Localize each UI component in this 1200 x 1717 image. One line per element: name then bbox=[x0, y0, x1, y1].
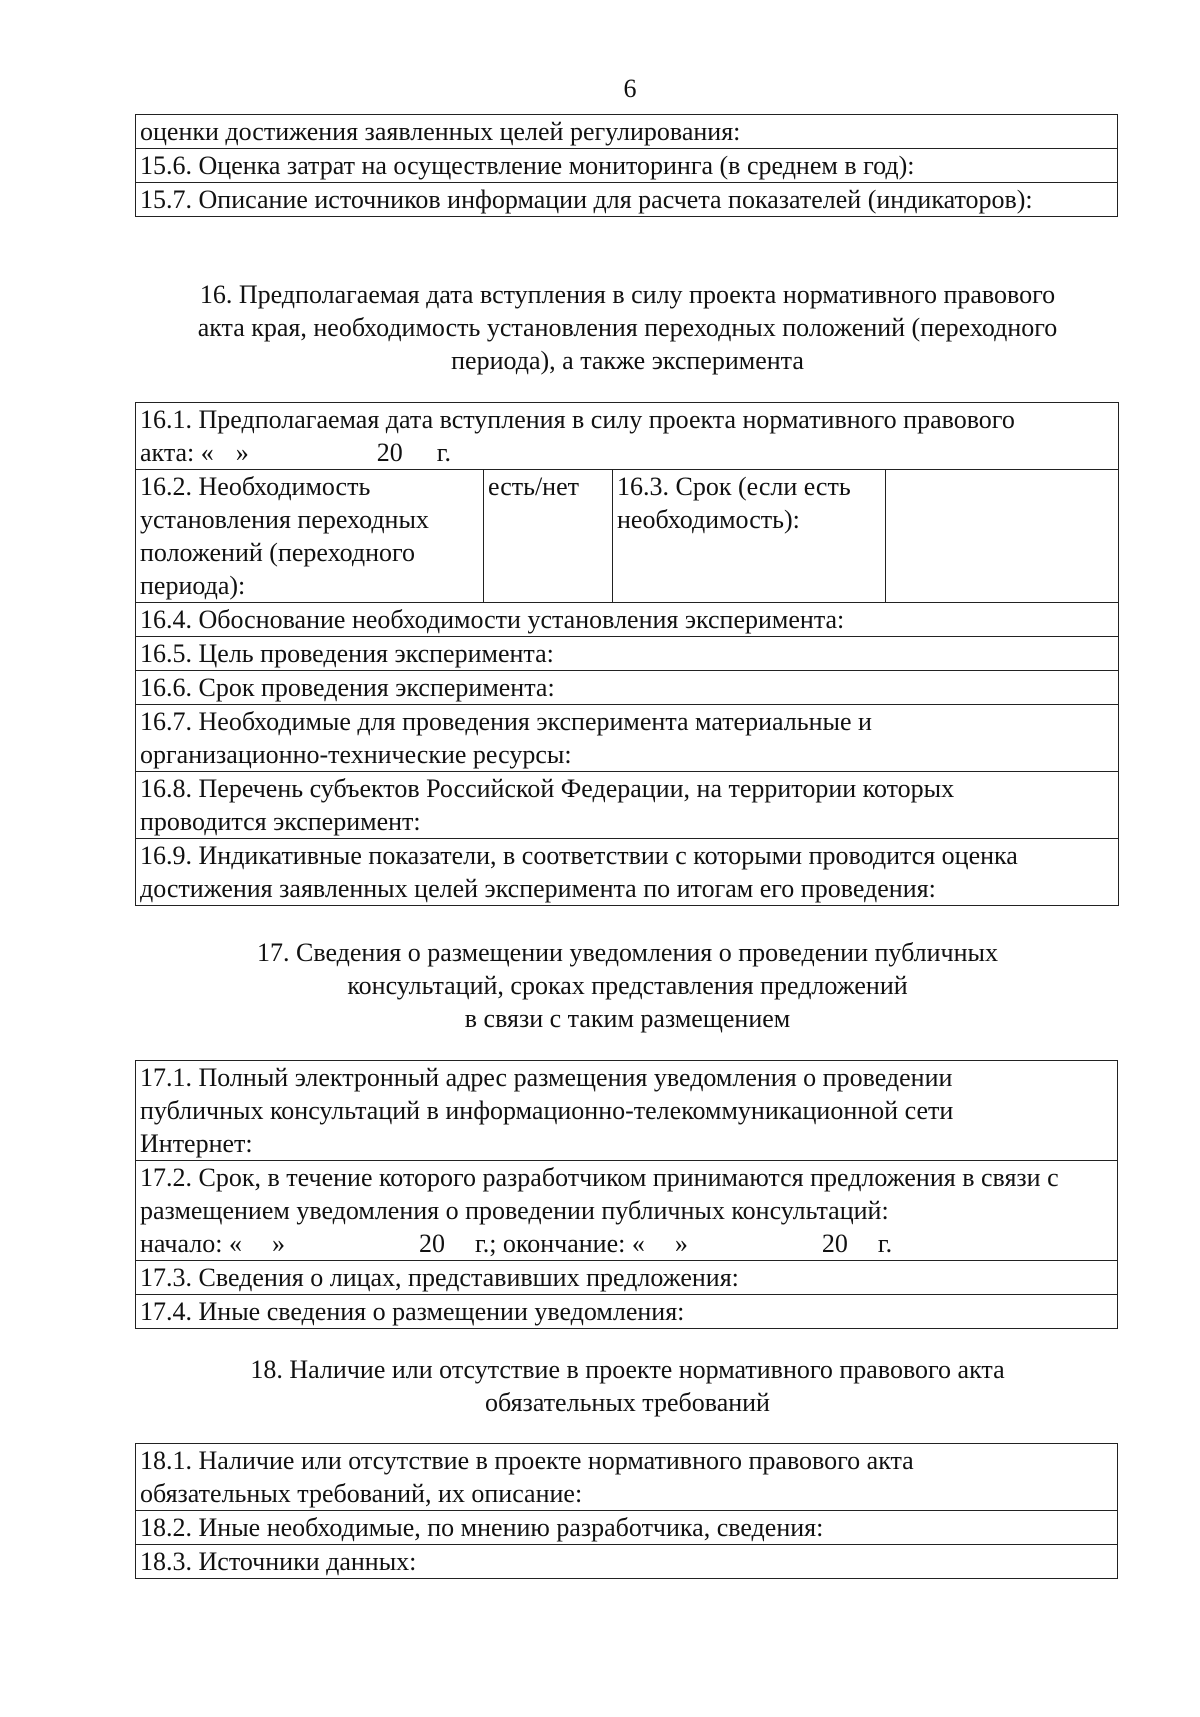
table-row bbox=[136, 470, 1119, 603]
table-cell bbox=[136, 403, 1119, 470]
heading-line: 16. Предполагаемая дата вступления в силу проекта нормативного правового bbox=[199, 280, 1056, 309]
table-row bbox=[136, 772, 1119, 839]
table-cell: 18.3. Источники данных: bbox=[136, 1545, 1118, 1579]
table-row bbox=[136, 637, 1119, 671]
start-year: 20 bbox=[418, 1229, 445, 1258]
table-row bbox=[136, 183, 1118, 217]
table-cell: есть/нет bbox=[484, 470, 613, 603]
table-row bbox=[136, 149, 1118, 183]
table-row bbox=[136, 1545, 1118, 1579]
table-cell: 18.1. Наличие или отсутствие в проекте нормативного правового акта обязательных требований, их описание: bbox=[136, 1444, 1118, 1511]
table-cell: 16.2. Необходимость установления переходных положений (переходного периода): bbox=[136, 470, 484, 603]
table-cell bbox=[886, 470, 1119, 603]
table-cell bbox=[136, 1161, 1118, 1261]
start-quote-close: » bbox=[271, 1229, 285, 1258]
end-quote-close: » bbox=[674, 1229, 688, 1258]
end-suffix: г. bbox=[877, 1229, 893, 1258]
section-16-heading bbox=[135, 278, 1120, 377]
table-cell: 15.6. Оценка затрат на осуществление мониторинга (в среднем в год): bbox=[136, 149, 1118, 183]
heading-line: 17. Сведения о размещении уведомления о проведении публичных bbox=[256, 938, 998, 967]
page-number: 6 bbox=[623, 74, 637, 103]
row-label: 17.2. Срок, в течение которого разработчиком принимаются предложения в связи с размещением уведомления о проведении публичных консультаций: bbox=[140, 1163, 1059, 1225]
table-cell: 17.1. Полный электронный адрес размещения уведомления о проведении публичных консультаций в информационно-телекоммуникационной сети Интернет: bbox=[136, 1061, 1118, 1161]
heading-line: в связи с таким размещением bbox=[464, 1004, 791, 1033]
table-row bbox=[136, 1161, 1118, 1261]
table-cell: 17.4. Иные сведения о размещении уведомления: bbox=[136, 1295, 1118, 1329]
section-17-table bbox=[135, 1060, 1118, 1329]
table-cell: 16.8. Перечень субъектов Российской Федерации, на территории которых проводится эксперимент: bbox=[136, 772, 1119, 839]
table-row bbox=[136, 1261, 1118, 1295]
period-line bbox=[140, 1227, 1113, 1260]
table-row bbox=[136, 115, 1118, 149]
section-16-table bbox=[135, 402, 1119, 906]
section-18-heading bbox=[135, 1353, 1120, 1419]
heading-line: акта края, необходимость установления переходных положений (переходного bbox=[197, 313, 1058, 342]
section-17-heading bbox=[135, 936, 1120, 1035]
table-row bbox=[136, 1061, 1118, 1161]
section-15-table bbox=[135, 114, 1118, 217]
heading-line: обязательных требований bbox=[485, 1388, 770, 1417]
table-cell: 16.6. Срок проведения эксперимента: bbox=[136, 671, 1119, 705]
table-cell: 16.9. Индикативные показатели, в соответствии с которыми проводится оценка достижения заявленных целей эксперимента по итогам его проведения: bbox=[136, 839, 1119, 906]
table-row bbox=[136, 1511, 1118, 1545]
table-row bbox=[136, 1295, 1118, 1329]
heading-line: периода), а также эксперимента bbox=[451, 346, 804, 375]
table-cell: 15.7. Описание источников информации для расчета показателей (индикаторов): bbox=[136, 183, 1118, 217]
table-cell: 16.3. Срок (если есть необходимость): bbox=[613, 470, 886, 603]
date-year: 20 bbox=[376, 438, 403, 467]
table-cell: 16.4. Обоснование необходимости установления эксперимента: bbox=[136, 603, 1119, 637]
end-year: 20 bbox=[821, 1229, 848, 1258]
table-row bbox=[136, 403, 1119, 470]
table-row bbox=[136, 839, 1119, 906]
table-cell: 16.7. Необходимые для проведения эксперимента материальные и организационно-технические ресурсы: bbox=[136, 705, 1119, 772]
date-suffix: г. bbox=[436, 438, 452, 467]
start-suffix: г.; окончание: « bbox=[474, 1229, 645, 1258]
heading-line: консультаций, сроках представления предложений bbox=[347, 971, 908, 1000]
date-prefix: акта: « bbox=[140, 438, 214, 467]
row-label: 16.1. Предполагаемая дата вступления в силу проекта нормативного правового bbox=[140, 405, 1015, 434]
table-row bbox=[136, 671, 1119, 705]
table-row bbox=[136, 1444, 1118, 1511]
section-18-table bbox=[135, 1443, 1118, 1579]
table-cell: 18.2. Иные необходимые, по мнению разработчика, сведения: bbox=[136, 1511, 1118, 1545]
table-cell: 17.3. Сведения о лицах, представивших предложения: bbox=[136, 1261, 1118, 1295]
start-prefix: начало: « bbox=[140, 1229, 242, 1258]
table-cell: оценки достижения заявленных целей регулирования: bbox=[136, 115, 1118, 149]
table-row bbox=[136, 603, 1119, 637]
heading-line: 18. Наличие или отсутствие в проекте нормативного правового акта bbox=[250, 1355, 1005, 1384]
table-cell: 16.5. Цель проведения эксперимента: bbox=[136, 637, 1119, 671]
table-row bbox=[136, 705, 1119, 772]
date-line bbox=[140, 436, 1114, 469]
date-quote-close: » bbox=[235, 438, 249, 467]
